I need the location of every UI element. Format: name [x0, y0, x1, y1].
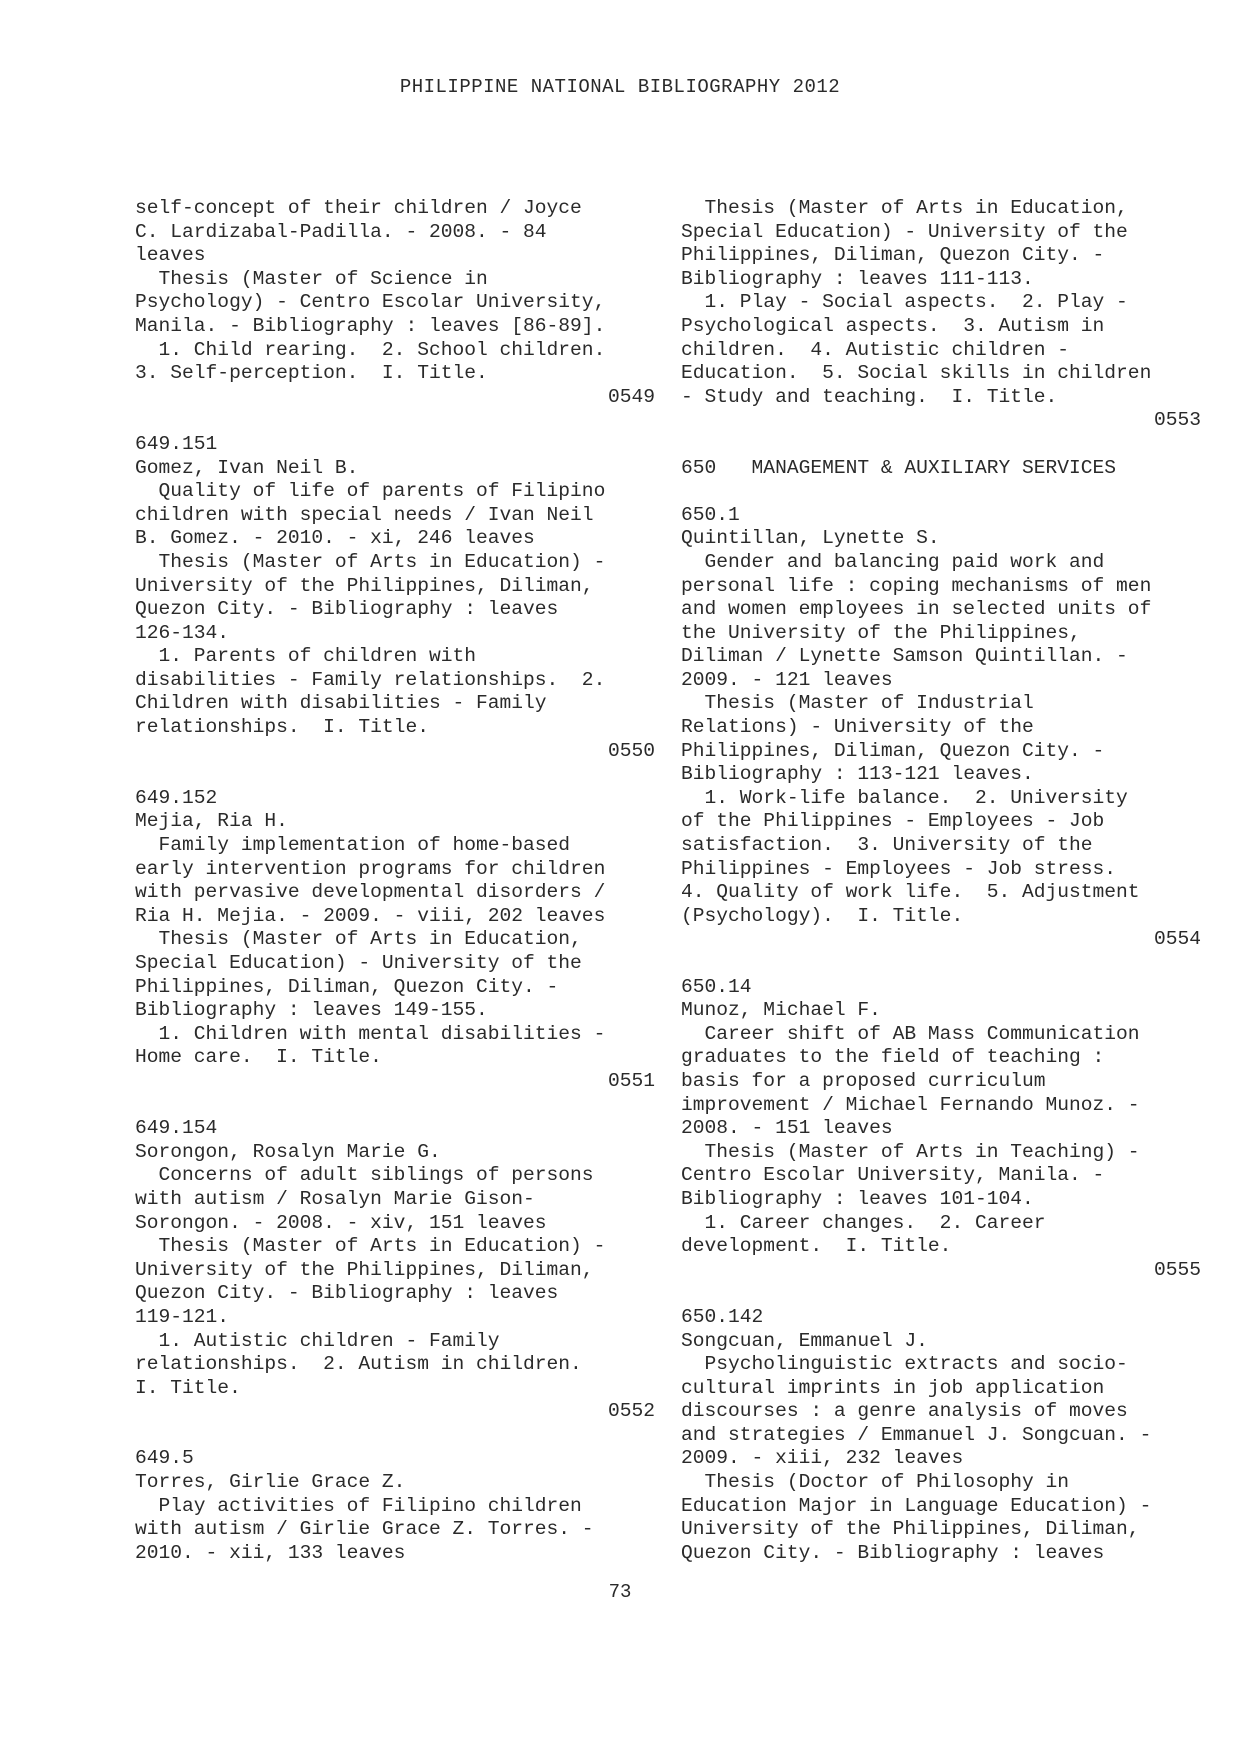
entry-line: Ria H. Mejia. - 2009. - viii, 202 leaves	[135, 904, 606, 927]
entry-line: Gender and balancing paid work and	[681, 550, 1105, 573]
entry-gap	[135, 409, 655, 433]
entry-line: 1. Parents of children with	[135, 645, 476, 668]
entry-line: 1. Child rearing. 2. School children.	[135, 338, 606, 361]
entry-line: Bibliography : leaves 111-113.	[681, 267, 1034, 290]
entry-line: 3. Self-perception. I. Title.	[135, 362, 488, 385]
entry-line: Thesis (Doctor of Philosophy in	[681, 1471, 1070, 1494]
bibliography-entry	[135, 197, 655, 409]
entry-line: 2009. - 121 leaves	[681, 668, 893, 691]
entry-line: basis for a proposed curriculum	[681, 1069, 1046, 1092]
entry-line: Home care. I. Title.	[135, 1046, 382, 1069]
entry-line: with pervasive developmental disorders /	[135, 881, 606, 904]
entry-line: development. I. Title.	[681, 1235, 952, 1258]
entry-line: Mejia, Ria H.	[135, 810, 288, 833]
entry-line: with autism / Girlie Grace Z. Torres. -	[135, 1518, 594, 1541]
entry-line: of the Philippines - Employees - Job	[681, 810, 1105, 833]
entry-line: Centro Escolar University, Manila. -	[681, 1164, 1105, 1187]
entry-line: relationships. 2. Autism in children.	[135, 1353, 582, 1376]
entry-number: 0555	[1153, 1258, 1201, 1281]
entry-line: (Psychology). I. Title.	[681, 904, 964, 927]
entry-line: Bibliography : 113-121 leaves.	[681, 763, 1034, 786]
bibliography-entry	[135, 433, 655, 763]
entry-line: Philippines, Diliman, Quezon City. -	[681, 244, 1105, 267]
entry-line: Bibliography : leaves 101-104.	[681, 1187, 1034, 1210]
entry-line: Thesis (Master of Arts in Education,	[135, 928, 582, 951]
bibliography-entry	[681, 197, 1201, 433]
entry-line: Quezon City. - Bibliography : leaves	[135, 598, 559, 621]
entry-line: I. Title.	[135, 1376, 241, 1399]
entry-line: graduates to the field of teaching :	[681, 1046, 1105, 1069]
page-number: 73	[608, 1581, 632, 1603]
entry-line: self-concept of their children / Joyce	[135, 197, 582, 219]
entry-line: Torres, Girlie Grace Z.	[135, 1471, 406, 1494]
entry-number: 0549	[607, 385, 655, 408]
entry-line: Philippines, Diliman, Quezon City. -	[135, 975, 559, 998]
entry-line: Special Education) - University of the	[135, 952, 582, 974]
entry-number: 0551	[607, 1069, 655, 1092]
entry-line: Quezon City. - Bibliography : leaves	[135, 1282, 559, 1305]
entry-line: 1. Career changes. 2. Career	[681, 1211, 1046, 1234]
entry-gap	[135, 763, 655, 787]
entry-line: Sorongon. - 2008. - xiv, 151 leaves	[135, 1211, 547, 1234]
entry-line: Songcuan, Emmanuel J.	[681, 1329, 928, 1352]
entry-line: Education. 5. Social skills in children	[681, 362, 1152, 385]
bibliography-entry	[135, 1447, 655, 1565]
entry-number: 0550	[607, 739, 655, 762]
entry-line: 1. Children with mental disabilities -	[135, 1022, 606, 1045]
entry-line: University of the Philippines, Diliman,	[681, 1518, 1140, 1541]
entry-line: Thesis (Master of Industrial	[681, 692, 1034, 715]
entry-line: Psychology) - Centro Escolar University,	[135, 291, 606, 314]
entry-line: Education Major in Language Education) -	[681, 1494, 1152, 1517]
entry-line: Munoz, Michael F.	[681, 999, 881, 1022]
entry-line: Philippines, Diliman, Quezon City. -	[681, 739, 1105, 762]
bibliography-entry	[135, 1117, 655, 1424]
entry-line: 650.142	[681, 1305, 764, 1328]
entry-line: discourses : a genre analysis of moves	[681, 1400, 1128, 1423]
entry-line: Manila. - Bibliography : leaves [86-89].	[135, 314, 606, 337]
entry-line: early intervention programs for children	[135, 857, 606, 880]
entry-line: B. Gomez. - 2010. - xi, 246 leaves	[135, 527, 535, 550]
entry-line: 650 MANAGEMENT & AUXILIARY SERVICES	[681, 456, 1117, 479]
entry-line: 119-121.	[135, 1305, 230, 1328]
entry-line: Career shift of AB Mass Communication	[681, 1022, 1140, 1045]
bibliography-entry	[681, 1306, 1201, 1566]
entry-line: Thesis (Master of Arts in Education,	[681, 197, 1128, 219]
entry-line: 649.152	[135, 786, 218, 809]
entry-line: children. 4. Autistic children -	[681, 338, 1070, 361]
entry-line: Quezon City. - Bibliography : leaves	[681, 1541, 1105, 1564]
entry-line: Quintillan, Lynette S.	[681, 527, 940, 550]
entry-number: 0553	[1153, 409, 1201, 432]
entry-line: University of the Philippines, Diliman,	[135, 574, 594, 597]
entry-gap	[681, 1282, 1201, 1306]
entry-gap	[681, 480, 1201, 504]
entry-line: Thesis (Master of Arts in Education) -	[135, 550, 606, 573]
bibliography-entry	[681, 504, 1201, 952]
entry-line: Philippines - Employees - Job stress.	[681, 857, 1117, 880]
entry-line: and strategies / Emmanuel J. Songcuan. -	[681, 1423, 1152, 1446]
entry-number: 0554	[1153, 928, 1201, 951]
entry-line: Quality of life of parents of Filipino	[135, 480, 606, 503]
left-column	[135, 197, 655, 1565]
entry-line: 1. Work-life balance. 2. University	[681, 786, 1128, 809]
section-heading	[681, 457, 1201, 481]
entry-line: the University of the Philippines,	[681, 621, 1081, 644]
entry-line: disabilities - Family relationships. 2.	[135, 668, 606, 691]
entry-line: leaves	[135, 244, 206, 267]
entry-line: 2008. - 151 leaves	[681, 1117, 893, 1140]
bibliography-entry	[135, 787, 655, 1094]
entry-line: 649.5	[135, 1447, 194, 1470]
entry-line: Sorongon, Rosalyn Marie G.	[135, 1140, 441, 1163]
entry-line: Play activities of Filipino children	[135, 1494, 582, 1517]
entry-gap	[135, 1094, 655, 1118]
entry-line: C. Lardizabal-Padilla. - 2008. - 84	[135, 220, 547, 243]
entry-line: Thesis (Master of Science in	[135, 267, 488, 290]
entry-gap	[681, 952, 1201, 976]
entry-line: Children with disabilities - Family	[135, 692, 547, 715]
entry-line: University of the Philippines, Diliman,	[135, 1258, 594, 1281]
entry-line: Diliman / Lynette Samson Quintillan. -	[681, 645, 1128, 668]
entry-line: 649.151	[135, 432, 218, 455]
entry-line: Psycholinguistic extracts and socio-	[681, 1353, 1128, 1376]
entry-line: Thesis (Master of Arts in Teaching) -	[681, 1140, 1140, 1163]
entry-line: Relations) - University of the	[681, 716, 1034, 739]
entry-line: Thesis (Master of Arts in Education) -	[135, 1235, 606, 1258]
entry-line: Special Education) - University of the	[681, 220, 1128, 243]
entry-line: 650.1	[681, 503, 740, 526]
entry-line: 649.154	[135, 1117, 218, 1140]
entry-line: Gomez, Ivan Neil B.	[135, 456, 359, 479]
entry-gap	[681, 433, 1201, 457]
entry-number: 0552	[607, 1400, 655, 1423]
page-header: PHILIPPINE NATIONAL BIBLIOGRAPHY 2012	[399, 76, 841, 98]
entry-line: relationships. I. Title.	[135, 716, 429, 739]
entry-line: Psychological aspects. 3. Autism in	[681, 314, 1105, 337]
entry-line: cultural imprints in job application	[681, 1376, 1105, 1399]
bibliography-entry	[681, 976, 1201, 1283]
entry-line: 2009. - xiii, 232 leaves	[681, 1447, 964, 1470]
entry-line: children with special needs / Ivan Neil	[135, 503, 594, 526]
entry-line: - Study and teaching. I. Title.	[681, 385, 1058, 408]
entry-line: 2010. - xii, 133 leaves	[135, 1541, 406, 1564]
entry-line: with autism / Rosalyn Marie Gison-	[135, 1187, 535, 1210]
entry-line: Family implementation of home-based	[135, 834, 571, 857]
entry-gap	[135, 1424, 655, 1448]
entry-line: and women employees in selected units of	[681, 598, 1152, 621]
entry-line: 1. Play - Social aspects. 2. Play -	[681, 291, 1128, 314]
entry-line: personal life : coping mechanisms of men	[681, 574, 1152, 597]
right-column	[681, 197, 1201, 1565]
entry-line: 1. Autistic children - Family	[135, 1329, 500, 1352]
entry-line: Concerns of adult siblings of persons	[135, 1164, 594, 1187]
entry-line: satisfaction. 3. University of the	[681, 834, 1093, 857]
entry-line: improvement / Michael Fernando Munoz. -	[681, 1093, 1140, 1116]
entry-line: 650.14	[681, 975, 752, 998]
entry-line: 4. Quality of work life. 5. Adjustment	[681, 881, 1140, 904]
entry-line: Bibliography : leaves 149-155.	[135, 999, 488, 1022]
entry-line: 126-134.	[135, 621, 230, 644]
